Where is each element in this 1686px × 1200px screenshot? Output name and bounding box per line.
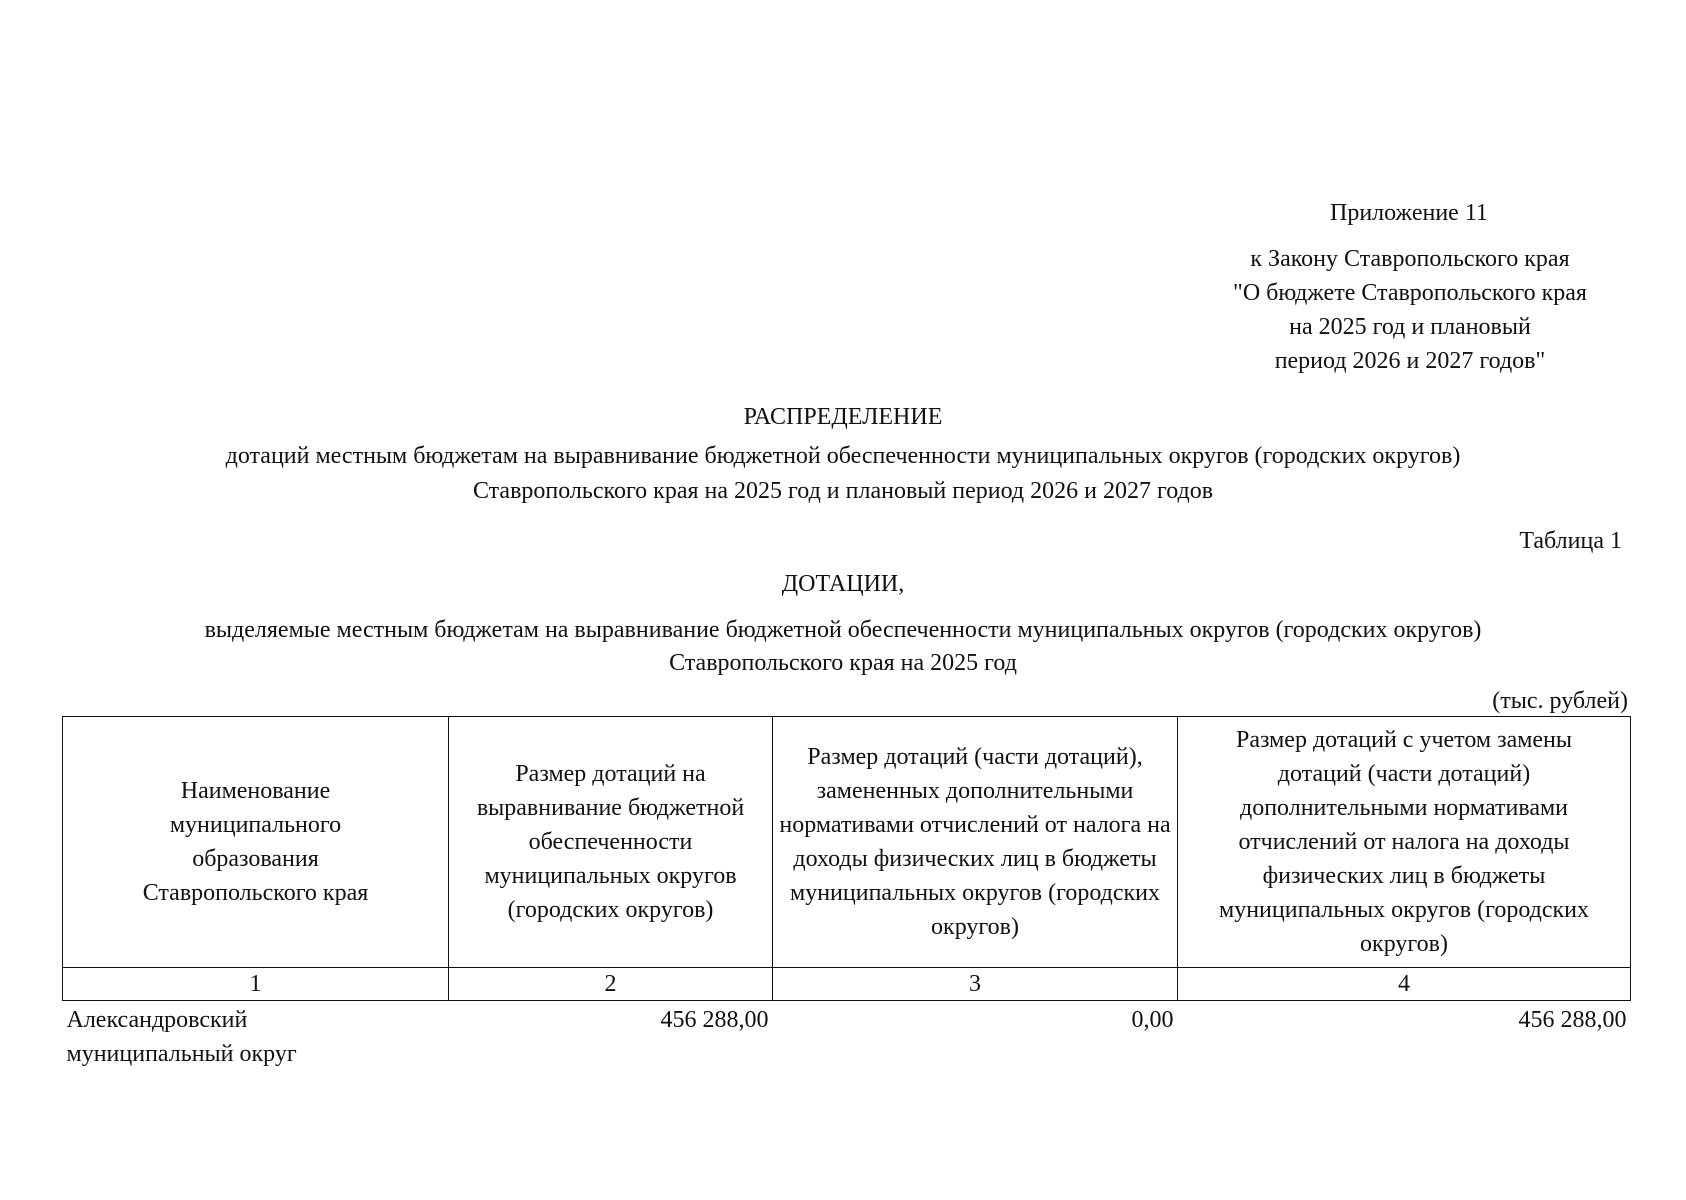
grants-subtitle: Ставропольского края на 2025 год xyxy=(669,650,1017,676)
distribution-subtitle: дотаций местным бюджетам на выравнивание бюджетной обеспеченности муниципальных округов (городских округов) xyxy=(225,443,1461,469)
appendix-title: Приложение 11 xyxy=(1330,200,1488,226)
grants-title: ДОТАЦИИ, xyxy=(781,571,905,597)
column-number: 3 xyxy=(773,968,1178,1001)
header-grant-after-replacement: Размер дотаций с учетом замены дотаций (части дотаций) дополнительными нормативами отчислений от налога на доходы физических лиц в бюджеты муниципальных округов (городских округов) xyxy=(1178,717,1631,968)
units-label: (тыс. рублей) xyxy=(1492,688,1628,714)
replaced-grant-amount: 0,00 xyxy=(1131,1007,1174,1033)
grant-after-replacement-amount: 456 288,00 xyxy=(1518,1007,1627,1033)
column-number-row xyxy=(63,968,1631,1001)
law-reference-line: на 2025 год и плановый xyxy=(1289,314,1531,340)
column-number: 2 xyxy=(449,968,773,1001)
table-row xyxy=(63,1001,1631,1072)
header-row xyxy=(63,717,1631,968)
grants-table xyxy=(62,716,1631,1071)
header-replaced-grant: Размер дотаций (части дотаций), замененных дополнительными нормативами отчислений от налога на доходы физических лиц в бюджеты муниципальных округов (городских округов) xyxy=(773,717,1178,968)
municipality-name: Александровский муниципальный округ xyxy=(66,1007,297,1067)
header-municipality-name: Наименование муниципального образования Ставропольского края xyxy=(63,717,449,968)
law-reference xyxy=(1190,242,1630,378)
header-grant-amount: Размер дотаций на выравнивание бюджетной обеспеченности муниципальных округов (городских округов) xyxy=(449,717,773,968)
distribution-title: РАСПРЕДЕЛЕНИЕ xyxy=(743,404,943,430)
distribution-subtitle: Ставропольского края на 2025 год и плановый период 2026 и 2027 годов xyxy=(472,478,1214,504)
law-reference-line: период 2026 и 2027 годов" xyxy=(1274,348,1546,374)
table-label: Таблица 1 xyxy=(1519,528,1622,554)
grants-subtitle: выделяемые местным бюджетам на выравнивание бюджетной обеспеченности муниципальных округов (городских округов) xyxy=(204,617,1482,643)
column-number: 1 xyxy=(63,968,449,1001)
column-number: 4 xyxy=(1178,968,1631,1001)
grant-amount: 456 288,00 xyxy=(660,1007,769,1033)
law-reference-line: к Закону Ставропольского края xyxy=(1250,246,1570,272)
law-reference-line: "О бюджете Ставропольского края xyxy=(1233,280,1587,306)
